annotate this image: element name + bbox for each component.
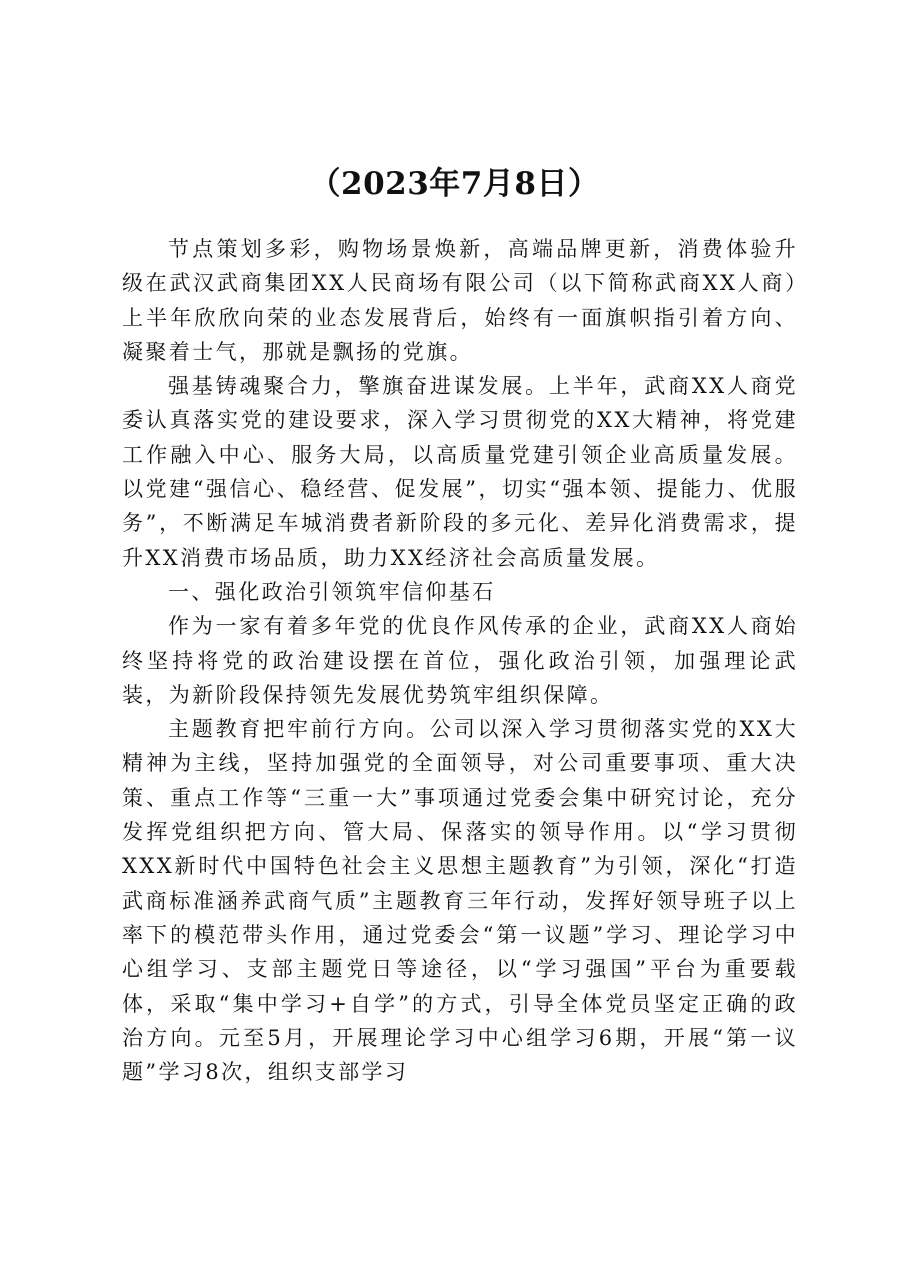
paragraph-theme-education: 主题教育把牢前行方向。公司以深入学习贯彻落实党的XX大精神为主线，坚持加强党的全面领导，对公司重要事项、重大决策、重点工作等“三重一大”事项通过党委会集中研究讨论，充分发挥党组织把方向、管大局、保落实的领导作用。以“学习贯彻XXX新时代中国特色社会主义思想主题教育”为引领，深化“打造武商标准涵养武商气质”主题教育三年行动，发挥好领导班子以上率下的模范带头作用，通过党委会“第一议题”学习、理论学习中心组学习、支部主题党日等途径，以“学习强国”平台为重要载体，采取“集中学习+自学”的方式，引导全体党员坚定正确的政治方向。元至5月，开展理论学习中心组学习6期，开展“第一议题”学习8次，组织支部学习 bbox=[122, 717, 798, 1085]
date-title: （2023年7月8日） bbox=[309, 166, 600, 202]
section-heading-1: 一、强化政治引领筑牢信仰基石 bbox=[168, 579, 496, 604]
document-body bbox=[122, 232, 798, 1089]
paragraph-political-leadership: 作为一家有着多年党的优良作风传承的企业，武商XX人商始终坚持将党的政治建设摆在首位，强化政治引领，加强理论武装，为新阶段保持领先发展优势筑牢组织保障。 bbox=[122, 614, 798, 707]
paragraph-intro: 节点策划多彩，购物场景焕新，高端品牌更新，消费体验升级在武汉武商集团XX人民商场有限公司（以下简称武商XX人商）上半年欣欣向荣的业态发展背后，始终有一面旗帜指引着方向、凝聚着士气，那就是飘扬的党旗。 bbox=[122, 237, 798, 364]
paragraph-overview: 强基铸魂聚合力，擎旗奋进谋发展。上半年，武商XX人商党委认真落实党的建设要求，深入学习贯彻党的XX大精神，将党建工作融入中心、服务大局，以高质量党建引领企业高质量发展。以党建“强信心、稳经营、促发展”，切实“强本领、提能力、优服务”，不断满足车城消费者新阶段的多元化、差异化消费需求，提升XX消费市场品质，助力XX经济社会高质量发展。 bbox=[122, 374, 798, 570]
